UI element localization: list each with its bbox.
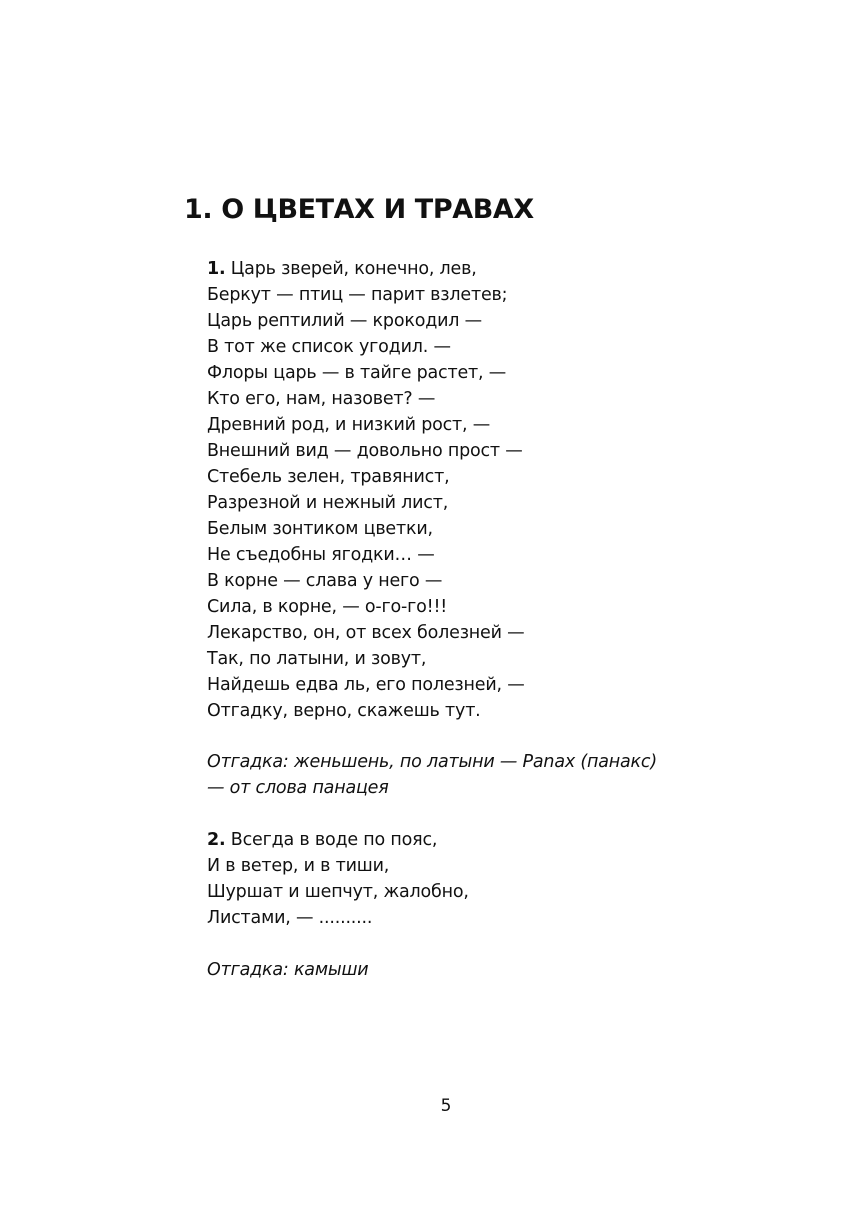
verse-line-text: Царь зверей, конечно, лев, xyxy=(225,259,477,279)
verse-line: Отгадку, верно, скажешь тут. xyxy=(207,701,481,721)
verse-line: Листами, — .......... xyxy=(207,908,373,928)
verse-line: Найдешь едва ль, его полезней, — xyxy=(207,675,525,695)
page-number: 5 xyxy=(440,1096,452,1116)
riddle-number: 2. xyxy=(207,830,226,850)
riddle-2 xyxy=(207,827,469,931)
verse-line: Белым зонтиком цветки, xyxy=(207,519,433,539)
verse-line xyxy=(207,827,469,853)
riddle-1 xyxy=(207,256,525,724)
verse-line: И в ветер, и в тиши, xyxy=(207,856,390,876)
verse-line: Внешний вид — довольно прост — xyxy=(207,441,523,461)
verse-line: В корне — слава у него — xyxy=(207,571,443,591)
verse-line: Флоры царь — в тайге растет, — xyxy=(207,363,507,383)
answer-line: Отгадка: женьшень, по латыни — Panax (панакс) xyxy=(207,752,657,772)
answer-line: Отгадка: камыши xyxy=(207,960,369,980)
verse-line xyxy=(207,256,525,282)
verse-line: Не съедобны ягодки… — xyxy=(207,545,435,565)
verse-line: Стебель зелен, травянист, xyxy=(207,467,450,487)
riddle-number: 1. xyxy=(207,259,226,279)
verse-line: Так, по латыни, и зовут, xyxy=(207,649,427,669)
verse-line: Шуршат и шепчут, жалобно, xyxy=(207,882,469,902)
chapter-title: 1. О ЦВЕТАХ И ТРАВАХ xyxy=(184,194,534,225)
verse-line: В тот же список угодил. — xyxy=(207,337,451,357)
verse-line: Царь рептилий — крокодил — xyxy=(207,311,482,331)
verse-line-text: Всегда в воде по пояс, xyxy=(225,830,438,850)
riddle-answer xyxy=(207,749,657,801)
verse-line: Древний род, и низкий рост, — xyxy=(207,415,491,435)
verse-line: Кто его, нам, назовет? — xyxy=(207,389,436,409)
riddle-answer xyxy=(207,957,368,983)
verse-line: Лекарство, он, от всех болезней — xyxy=(207,623,525,643)
verse-line: Беркут — птиц — парит взлетев; xyxy=(207,285,508,305)
answer-line: — от слова панацея xyxy=(207,778,389,798)
verse-line: Разрезной и нежный лист, xyxy=(207,493,449,513)
verse-line: Сила, в корне, — о-го-го!!! xyxy=(207,597,448,617)
